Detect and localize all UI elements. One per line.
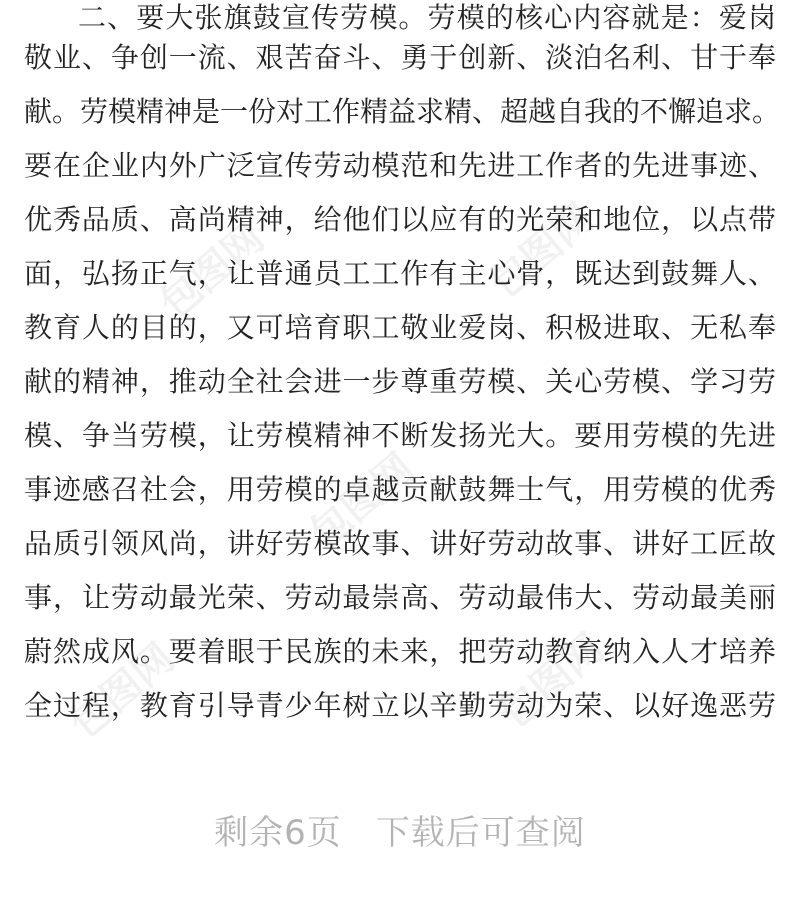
paragraph-line: 献的精神，推动全社会进一步尊重劳模、关心劳模、学习劳 [24,365,776,398]
download-prompt[interactable] [0,800,800,866]
paragraph-line: 优秀品质、高尚精神，给他们以应有的光荣和地位，以点带 [24,203,776,236]
paragraph-line: 二、要大张旗鼓宣传劳模。劳模的核心内容就是：爱岗 [78,1,776,34]
paragraph-line: 教育人的目的，又可培育职工敬业爱岗、积极进取、无私奉 [24,311,776,344]
watermark: 包图网 [491,624,613,738]
watermark: 包图网 [301,444,423,558]
download-to-view-label: 下载后可查阅 [375,813,586,853]
paragraph-line: 事迹感召社会，用劳模的卓越贡献鼓舞士气，用劳模的优秀 [24,473,776,506]
paragraph-line: 全过程，教育引导青少年树立以辛勤劳动为荣、以好逸恶劳 [24,689,776,722]
paragraph-line: 要在企业内外广泛宣传劳动模范和先进工作者的先进事迹、 [24,149,776,182]
paragraph-line: 敬业、争创一流、艰苦奋斗、勇于创新、淡泊名利、甘于奉 [24,41,776,74]
paragraph-line: 蔚然成风。要着眼于民族的未来，把劳动教育纳入人才培养 [24,635,776,668]
watermark: 包图网 [151,214,273,328]
paragraph-line: 事，让劳动最光荣、劳动最崇高、劳动最伟大、劳动最美丽 [24,581,776,614]
paragraph-line: 面，弘扬正气，让普通员工工作有主心骨，既达到鼓舞人、 [24,257,776,290]
watermark: 包图网 [481,194,603,308]
paragraph-line: 模、争当劳模，让劳模精神不断发扬光大。要用劳模的先进 [24,419,776,452]
remaining-pages-label: 剩余6页 [214,813,342,853]
paragraph-line: 品质引领风尚，讲好劳模故事、讲好劳动故事、讲好工匠故 [24,527,776,560]
watermark: 包图网 [61,634,183,748]
paragraph-line: 献。劳模精神是一份对工作精益求精、超越自我的不懈追求。 [24,95,781,128]
